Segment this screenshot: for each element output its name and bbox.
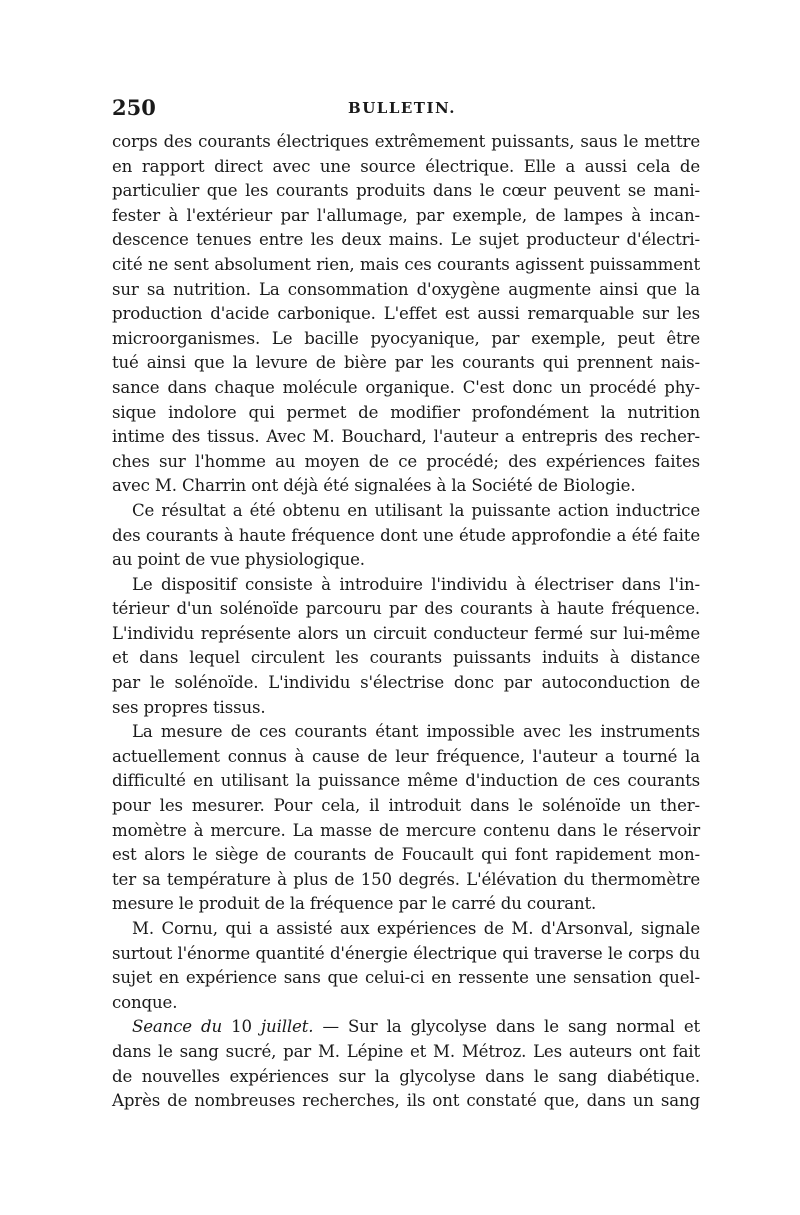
- text-line: surtout l'énorme quantité d'énergie électrique qui traverse le corps du: [112, 943, 700, 963]
- text-line: sance dans chaque molécule organique. C'est donc un procédé phy-: [112, 377, 700, 397]
- text-line: intime des tissus. Avec M. Bouchard, l'auteur a entrepris des recher-: [112, 427, 700, 447]
- text-line: Après de nombreuses recherches, ils ont constaté que, dans un sang: [112, 1091, 700, 1111]
- text-line: ter sa température à plus de 150 degrés. L'élévation du thermomètre: [112, 869, 700, 889]
- running-title: BULLETIN.: [348, 99, 456, 117]
- text-line: par le solénoïde. L'individu s'électrise donc par autoconduction de: [112, 673, 700, 693]
- text-line: ses propres tissus.: [112, 697, 266, 717]
- text-line: des courants à haute fréquence dont une étude approfondie a été faite: [112, 525, 700, 545]
- text-line: mesure le produit de la fréquence par le carré du courant.: [112, 894, 597, 914]
- text-line: production d'acide carbonique. L'effet est aussi remarquable sur les: [112, 304, 700, 324]
- text-line: corps des courants électriques extrêmement puissants, saus le mettre: [112, 132, 700, 151]
- body-text: [112, 130, 700, 1114]
- text-line: de nouvelles expériences sur la glycolyse dans le sang diabétique.: [112, 1066, 700, 1086]
- running-head: [112, 95, 692, 125]
- text-line: L'individu représente alors un circuit conducteur fermé sur lui-même: [112, 623, 700, 643]
- text-line: tué ainsi que la levure de bière par les courants qui prennent nais-: [112, 353, 700, 373]
- text-line: La mesure de ces courants étant impossible avec les instruments: [132, 722, 700, 742]
- text-line: dans le sang sucré, par M. Lépine et M. Métroz. Les auteurs ont fait: [112, 1041, 700, 1061]
- text-line: sique indolore qui permet de modifier profondément la nutrition: [112, 402, 700, 422]
- text-line: momètre à mercure. La masse de mercure contenu dans le réservoir: [112, 820, 700, 840]
- seance-day: 10: [231, 1017, 252, 1037]
- text-line: pour les mesurer. Pour cela, il introduit dans le solénoïde un ther-: [112, 796, 700, 816]
- text-line: en rapport direct avec une source électrique. Elle a aussi cela de: [112, 156, 700, 176]
- text-line: fester à l'extérieur par l'allumage, par exemple, de lampes à incan-: [112, 205, 700, 225]
- text-line: et dans lequel circulent les courants puissants induits à distance: [112, 648, 700, 668]
- text-line: sur sa nutrition. La consommation d'oxygène augmente ainsi que la: [112, 279, 700, 299]
- text-line: sujet en expérience sans que celui-ci en ressente une sensation quel-: [112, 968, 700, 988]
- text-line: M. Cornu, qui a assisté aux expériences de M. d'Arsonval, signale: [132, 919, 700, 938]
- paragraph: [112, 1015, 700, 1113]
- seance-month: juillet.: [261, 1017, 314, 1037]
- text-line: microorganismes. Le bacille pyocyanique, par exemple, peut être: [112, 328, 700, 348]
- text-line: est alors le siège de courants de Foucault qui font rapidement mon-: [112, 845, 700, 865]
- text-line: Ce résultat a été obtenu en utilisant la puissante action inductrice: [132, 500, 700, 520]
- paragraph: [112, 499, 700, 573]
- seance-line: [112, 1015, 700, 1040]
- text-line: cité ne sent absolument rien, mais ces courants agissent puissamment: [112, 254, 700, 274]
- text-line: avec M. Charrin ont déjà été signalées à la Société de Biologie.: [112, 476, 636, 496]
- text-line: ches sur l'homme au moyen de ce procédé; des expériences faites: [112, 451, 700, 471]
- text-line: Le dispositif consiste à introduire l'individu à électriser dans l'in-: [132, 574, 700, 594]
- text-line: particulier que les courants produits dans le cœur peuvent se mani-: [112, 181, 700, 201]
- paragraph: [112, 573, 700, 721]
- text-line: conque.: [112, 992, 178, 1012]
- paragraph: [112, 917, 700, 1015]
- page-number: 250: [112, 95, 156, 120]
- seance-label: Seance du: [132, 1017, 223, 1037]
- paragraph: [112, 130, 700, 499]
- seance-text: — Sur la glycolyse dans le sang normal et: [322, 1017, 701, 1037]
- paragraph: [112, 720, 700, 917]
- text-line: actuellement connus à cause de leur fréquence, l'auteur a tourné la: [112, 746, 700, 766]
- text-line: térieur d'un solénoïde parcouru par des courants à haute fréquence.: [112, 599, 700, 619]
- text-line: descence tenues entre les deux mains. Le sujet producteur d'électri-: [112, 230, 700, 250]
- text-line: au point de vue physiologique.: [112, 550, 365, 570]
- text-line: difficulté en utilisant la puissance même d'induction de ces courants: [112, 771, 700, 791]
